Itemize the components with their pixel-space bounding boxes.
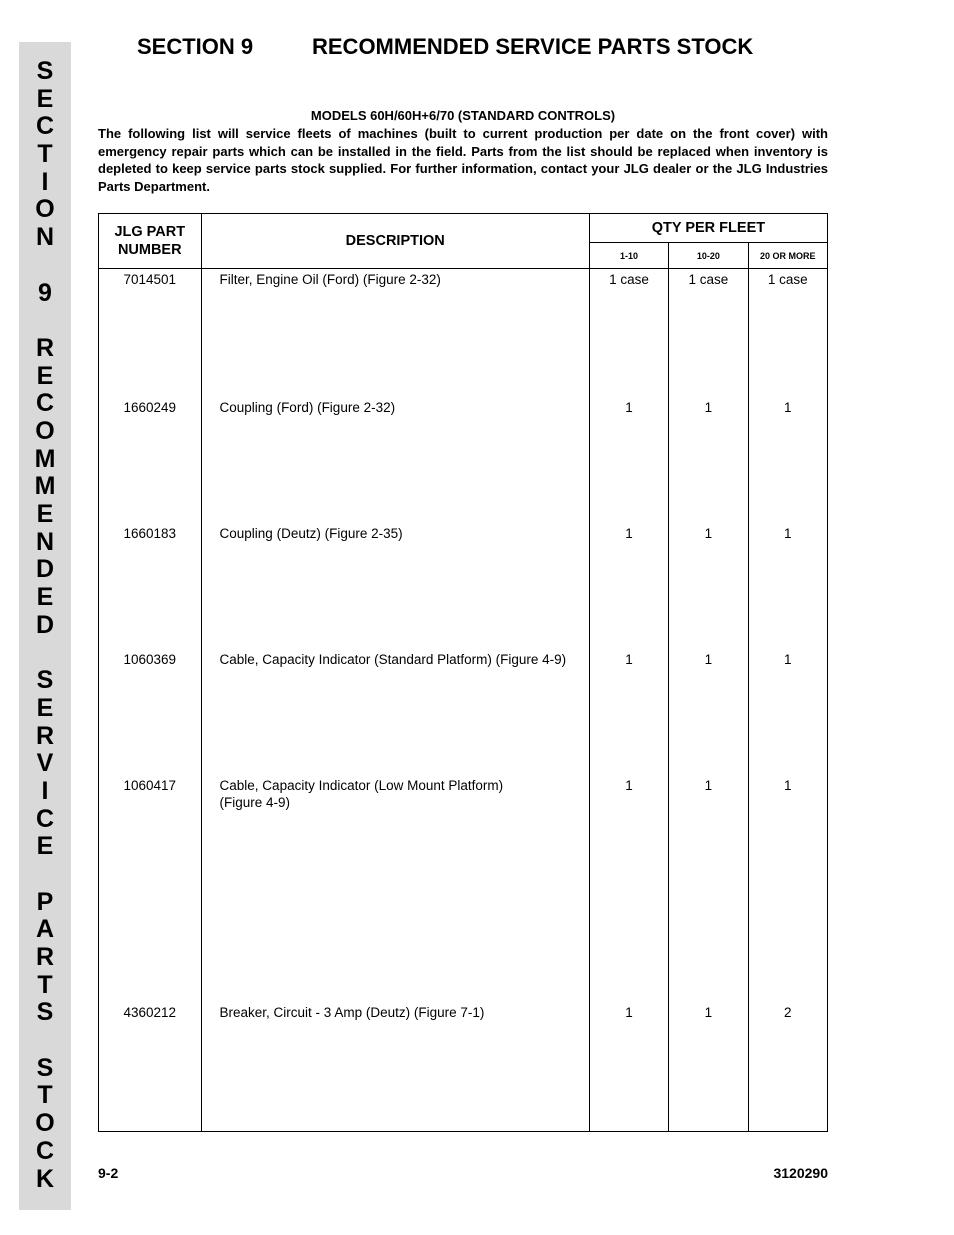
table-row xyxy=(99,1002,828,1128)
qty-1-10: 1 xyxy=(589,1002,668,1128)
section-title: RECOMMENDED SERVICE PARTS STOCK xyxy=(312,34,754,59)
side-tab-letter xyxy=(19,1027,71,1055)
qty-20-or-more: 1 xyxy=(748,523,827,649)
qty-1-10: 1 xyxy=(589,397,668,523)
header-qty-1-10: 1-10 xyxy=(589,243,668,269)
table-empty-space xyxy=(99,1128,828,1131)
side-tab-letter: V xyxy=(36,749,54,778)
side-tab-letter: O xyxy=(35,1109,55,1138)
qty-20-or-more: 1 xyxy=(748,649,827,775)
side-tab-letter: I xyxy=(41,776,49,805)
header-description: DESCRIPTION xyxy=(201,214,589,269)
side-tab-letter: C xyxy=(35,804,55,833)
side-tab-letter xyxy=(19,252,71,280)
side-tab-letter: D xyxy=(35,555,55,584)
part-number: 1660249 xyxy=(99,397,202,523)
intro-paragraph: The following list will service fleets of machines (built to current production per date on the front cover) with emergency repair parts which can be installed in the field. Parts from the list should be replaced when inventory is depleted to keep service parts stock supplied. For further information, contact your JLG dealer or the JLG Industries Parts Department. xyxy=(98,126,828,194)
side-tab-letter: O xyxy=(35,195,55,224)
side-tab-letter: E xyxy=(36,361,54,390)
table-row xyxy=(99,269,828,398)
qty-10-20: 1 xyxy=(669,775,748,1002)
document-number: 3120290 xyxy=(773,1165,828,1181)
side-tab-letter: E xyxy=(36,832,54,861)
qty-1-10: 1 case xyxy=(589,269,668,398)
part-number: 4360212 xyxy=(99,1002,202,1128)
qty-10-20: 1 xyxy=(669,523,748,649)
side-tab-letter: R xyxy=(35,333,55,362)
table-row xyxy=(99,523,828,649)
part-description-line2: (Figure 4-9) xyxy=(219,794,291,810)
side-tab-text xyxy=(19,58,71,1193)
side-tab-letter: S xyxy=(36,998,54,1027)
parts-table xyxy=(98,213,828,1132)
part-number: 1060369 xyxy=(99,649,202,775)
section-number: SECTION 9 xyxy=(137,34,254,59)
qty-10-20: 1 case xyxy=(669,269,748,398)
qty-1-10: 1 xyxy=(589,775,668,1002)
side-tab-letter xyxy=(19,861,71,889)
table-row xyxy=(99,397,828,523)
side-tab-letter: D xyxy=(35,610,55,639)
side-tab-letter: S xyxy=(36,666,54,695)
side-tab-letter: 9 xyxy=(38,278,52,307)
header-part-number-line2: NUMBER xyxy=(117,242,182,258)
part-description: Coupling (Deutz) (Figure 2-35) xyxy=(201,523,589,649)
side-tab-letter: E xyxy=(36,693,54,722)
part-number: 7014501 xyxy=(99,269,202,398)
table-row xyxy=(99,775,828,1002)
header-qty-per-fleet: QTY PER FLEET xyxy=(589,214,827,243)
qty-20-or-more: 2 xyxy=(748,1002,827,1128)
side-tab-letter: C xyxy=(35,389,55,418)
header-part-number xyxy=(99,214,202,269)
part-description: Cable, Capacity Indicator (Standard Platform) (Figure 4-9) xyxy=(201,649,589,775)
side-tab-letter: A xyxy=(35,915,55,944)
qty-10-20: 1 xyxy=(669,397,748,523)
side-tab-letter: O xyxy=(35,416,55,445)
side-tab-letter: T xyxy=(37,1081,53,1110)
part-number: 1660183 xyxy=(99,523,202,649)
side-tab-letter: R xyxy=(35,943,55,971)
qty-20-or-more: 1 case xyxy=(748,269,827,398)
part-description: Filter, Engine Oil (Ford) (Figure 2-32) xyxy=(201,269,589,398)
qty-10-20: 1 xyxy=(669,649,748,775)
header-qty-10-20: 10-20 xyxy=(669,243,748,269)
qty-20-or-more: 1 xyxy=(748,775,827,1002)
side-tab-letter xyxy=(19,307,71,335)
qty-1-10: 1 xyxy=(589,523,668,649)
header-qty-20-or-more: 20 OR MORE xyxy=(748,243,827,269)
side-tab-letter: S xyxy=(36,57,54,85)
page-title xyxy=(137,34,753,60)
side-tab-letter: N xyxy=(35,527,55,556)
part-description-line1: Cable, Capacity Indicator (Low Mount Platform) xyxy=(219,778,504,794)
side-tab-letter: S xyxy=(36,1053,54,1082)
side-tab-letter: I xyxy=(41,167,49,196)
side-tab-letter: M xyxy=(34,472,56,501)
side-tab-letter: N xyxy=(35,223,55,252)
side-tab-letter: R xyxy=(35,721,55,750)
side-tab-letter: K xyxy=(35,1164,55,1193)
side-tab-letter: E xyxy=(36,84,54,113)
side-tab-letter: P xyxy=(36,887,54,916)
qty-20-or-more: 1 xyxy=(748,397,827,523)
page-number: 9-2 xyxy=(98,1165,119,1181)
header-part-number-line1: JLG PART xyxy=(114,224,186,240)
side-tab-letter: C xyxy=(35,112,55,141)
side-tab-letter: C xyxy=(35,1136,55,1165)
models-heading: MODELS 60H/60H+6/70 (STANDARD CONTROLS) xyxy=(310,108,616,123)
table-row xyxy=(99,649,828,775)
part-number: 1060417 xyxy=(99,775,202,1002)
side-tab-letter: T xyxy=(37,970,53,999)
qty-10-20: 1 xyxy=(669,1002,748,1128)
part-description xyxy=(201,775,589,1002)
side-tab-letter: E xyxy=(36,583,54,612)
side-tab-letter: T xyxy=(37,140,53,169)
side-tab-letter: E xyxy=(36,500,54,528)
part-description: Breaker, Circuit - 3 Amp (Deutz) (Figure 7-1) xyxy=(201,1002,589,1128)
qty-1-10: 1 xyxy=(589,649,668,775)
side-tab-letter xyxy=(19,639,71,667)
part-description: Coupling (Ford) (Figure 2-32) xyxy=(201,397,589,523)
side-tab-letter: M xyxy=(34,444,56,473)
